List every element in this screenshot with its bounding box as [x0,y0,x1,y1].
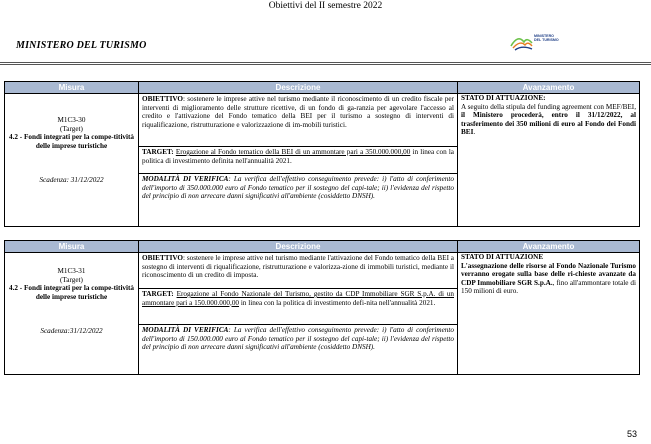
stato-text-bold: L'assegnazione delle risorse al Fondo Nazionale Turismo verranno erogate sulla base delle ri-chieste avanzate da CDP Immobiliare SGR S.p.A. [461,261,636,287]
stato-text-part2: , fino all'ammontare totale di 150 milioni di euro. [461,278,636,296]
misura-cell [5,253,139,375]
measure-table-2 [4,240,640,375]
target-text: in linea con la politica di investimento definita nell'annualità 2021. [142,148,455,165]
ministry-logo [510,30,570,52]
avanzamento-cell [458,94,640,227]
target-block [139,147,457,174]
target-label: TARGET: [142,148,174,156]
misura-cell [5,94,139,227]
measure-type: (Target) [60,124,83,133]
stato-text [461,103,636,137]
measure-type: (Target) [60,275,83,284]
descrizione-cell [139,253,458,375]
stato-text-bold: il Ministero procederà, entro il 31/12/2022, al trasferimento dei 350 milioni di euro al Fondo dei Fondi BEI [461,111,636,137]
measure-deadline: Scadenza:31/12/2022 [40,327,103,336]
obiettivo-label: OBIETTIVO [142,95,183,103]
header-rule-top [0,62,651,63]
obiettivo-text: : sostenere le imprese attive nel turismo mediante il riconoscimento di un credito fiscale per interventi di miglioramento delle strutture ricettive, di un fondo di ga-ranzia per agevolare l'accesso al credito e l'attivazione del Fondo tematico della BEI per il turismo a sostegno di interventi di riqualificazione, ristrutturazione e valorizzazione di im-mobili turistici. [142,95,454,129]
obiettivo-block [139,94,457,147]
verifica-label: MODALITÀ DI VERIFICA [142,326,229,334]
page-number: 53 [627,429,638,439]
measure-title: 4.2 - Fondi integrati per la compe-titività delle imprese turistiche [8,133,135,150]
stato-label: STATO DI ATTUAZIONE: [461,94,546,102]
column-header-misura: Misura [5,241,139,253]
target-underlined-text: Erogazione al Fondo Nazionale del Turismo, gestito da CDP Immobiliare SGR S.p.A. di un ammontare pari a 150.000.000,00 [142,290,455,307]
stato-label: STATO DI ATTUAZIONE [461,253,544,261]
page-header-title: Obiettivi del II semestre 2022 [268,1,383,11]
column-header-descrizione: Descrizione [139,241,458,253]
target-text: in linea con la politica di investimento defi-nita nell'annualità 2021. [239,298,436,307]
measure-code: M1C3-30 [57,116,86,124]
descrizione-cell [139,94,458,227]
verifica-label: MODALITÀ DI VERIFICA [142,175,229,183]
target-underlined-text: Erogazione al Fondo tematico della BEI di un ammontare pari a 350.000.000,00 [175,148,411,156]
measure-title: 4.2 - Fondi integrati per la compe-titività delle imprese turistiche [8,284,135,301]
column-header-avanzamento: Avanzamento [458,82,640,94]
logo-text-line1: MINISTERO [534,34,554,38]
ministry-name: MINISTERO DEL TURISMO [16,40,147,51]
column-header-avanzamento: Avanzamento [458,241,640,253]
measure-code: M1C3-31 [57,267,86,275]
avanzamento-cell [458,253,640,375]
verifica-block [139,325,457,353]
obiettivo-label: OBIETTIVO [142,254,183,262]
obiettivo-text: : sostenere le imprese attive nel turismo mediante l'attivazione del Fondo tematico della BEI a sostegno di interventi di riqualificazione, ristrutturazione e valorizza-zione di immobili turistici, mediante il riconoscimento di un credito di imposta. [142,254,454,280]
verifica-text: : La verifica dell'effettivo conseguimento prevede: i) l'atto di conferimento dell'importo di 350.000.000 euro al Fondo tematico per il sostegno del capi-tale; ii) l'evidenza del rispetto del principio di non arrecare danni significativi all'ambiente (cosiddetto DNSH). [142,175,454,201]
stato-text [461,262,636,296]
verifica-text: : La verifica dell'effettivo conseguimento prevede: i) l'atto di conferimento dell'importo di 150.000.000 euro al Fondo tematico per il sostegno del capi-tale; ii) l'evidenza del rispetto del principio di non arrecare danni significativi all'ambiente (cosiddetto DNSH). [142,326,454,352]
target-label: TARGET: [142,290,174,298]
measure-table-1 [4,81,640,227]
measure-deadline: Scadenza: 31/12/2022 [39,176,104,185]
ministry-logo-mark-icon [510,30,534,52]
column-header-descrizione: Descrizione [139,82,458,94]
target-block [139,289,457,325]
verifica-block [139,174,457,202]
obiettivo-block [139,253,457,289]
column-header-misura: Misura [5,82,139,94]
logo-text-line2: DEL TURISMO [534,38,559,43]
stato-text-part1: A seguito della stipula del funding agreement con MEF/BEI, [461,102,636,111]
stato-text-part2: . [473,128,476,137]
header-rule-bottom [0,64,651,65]
